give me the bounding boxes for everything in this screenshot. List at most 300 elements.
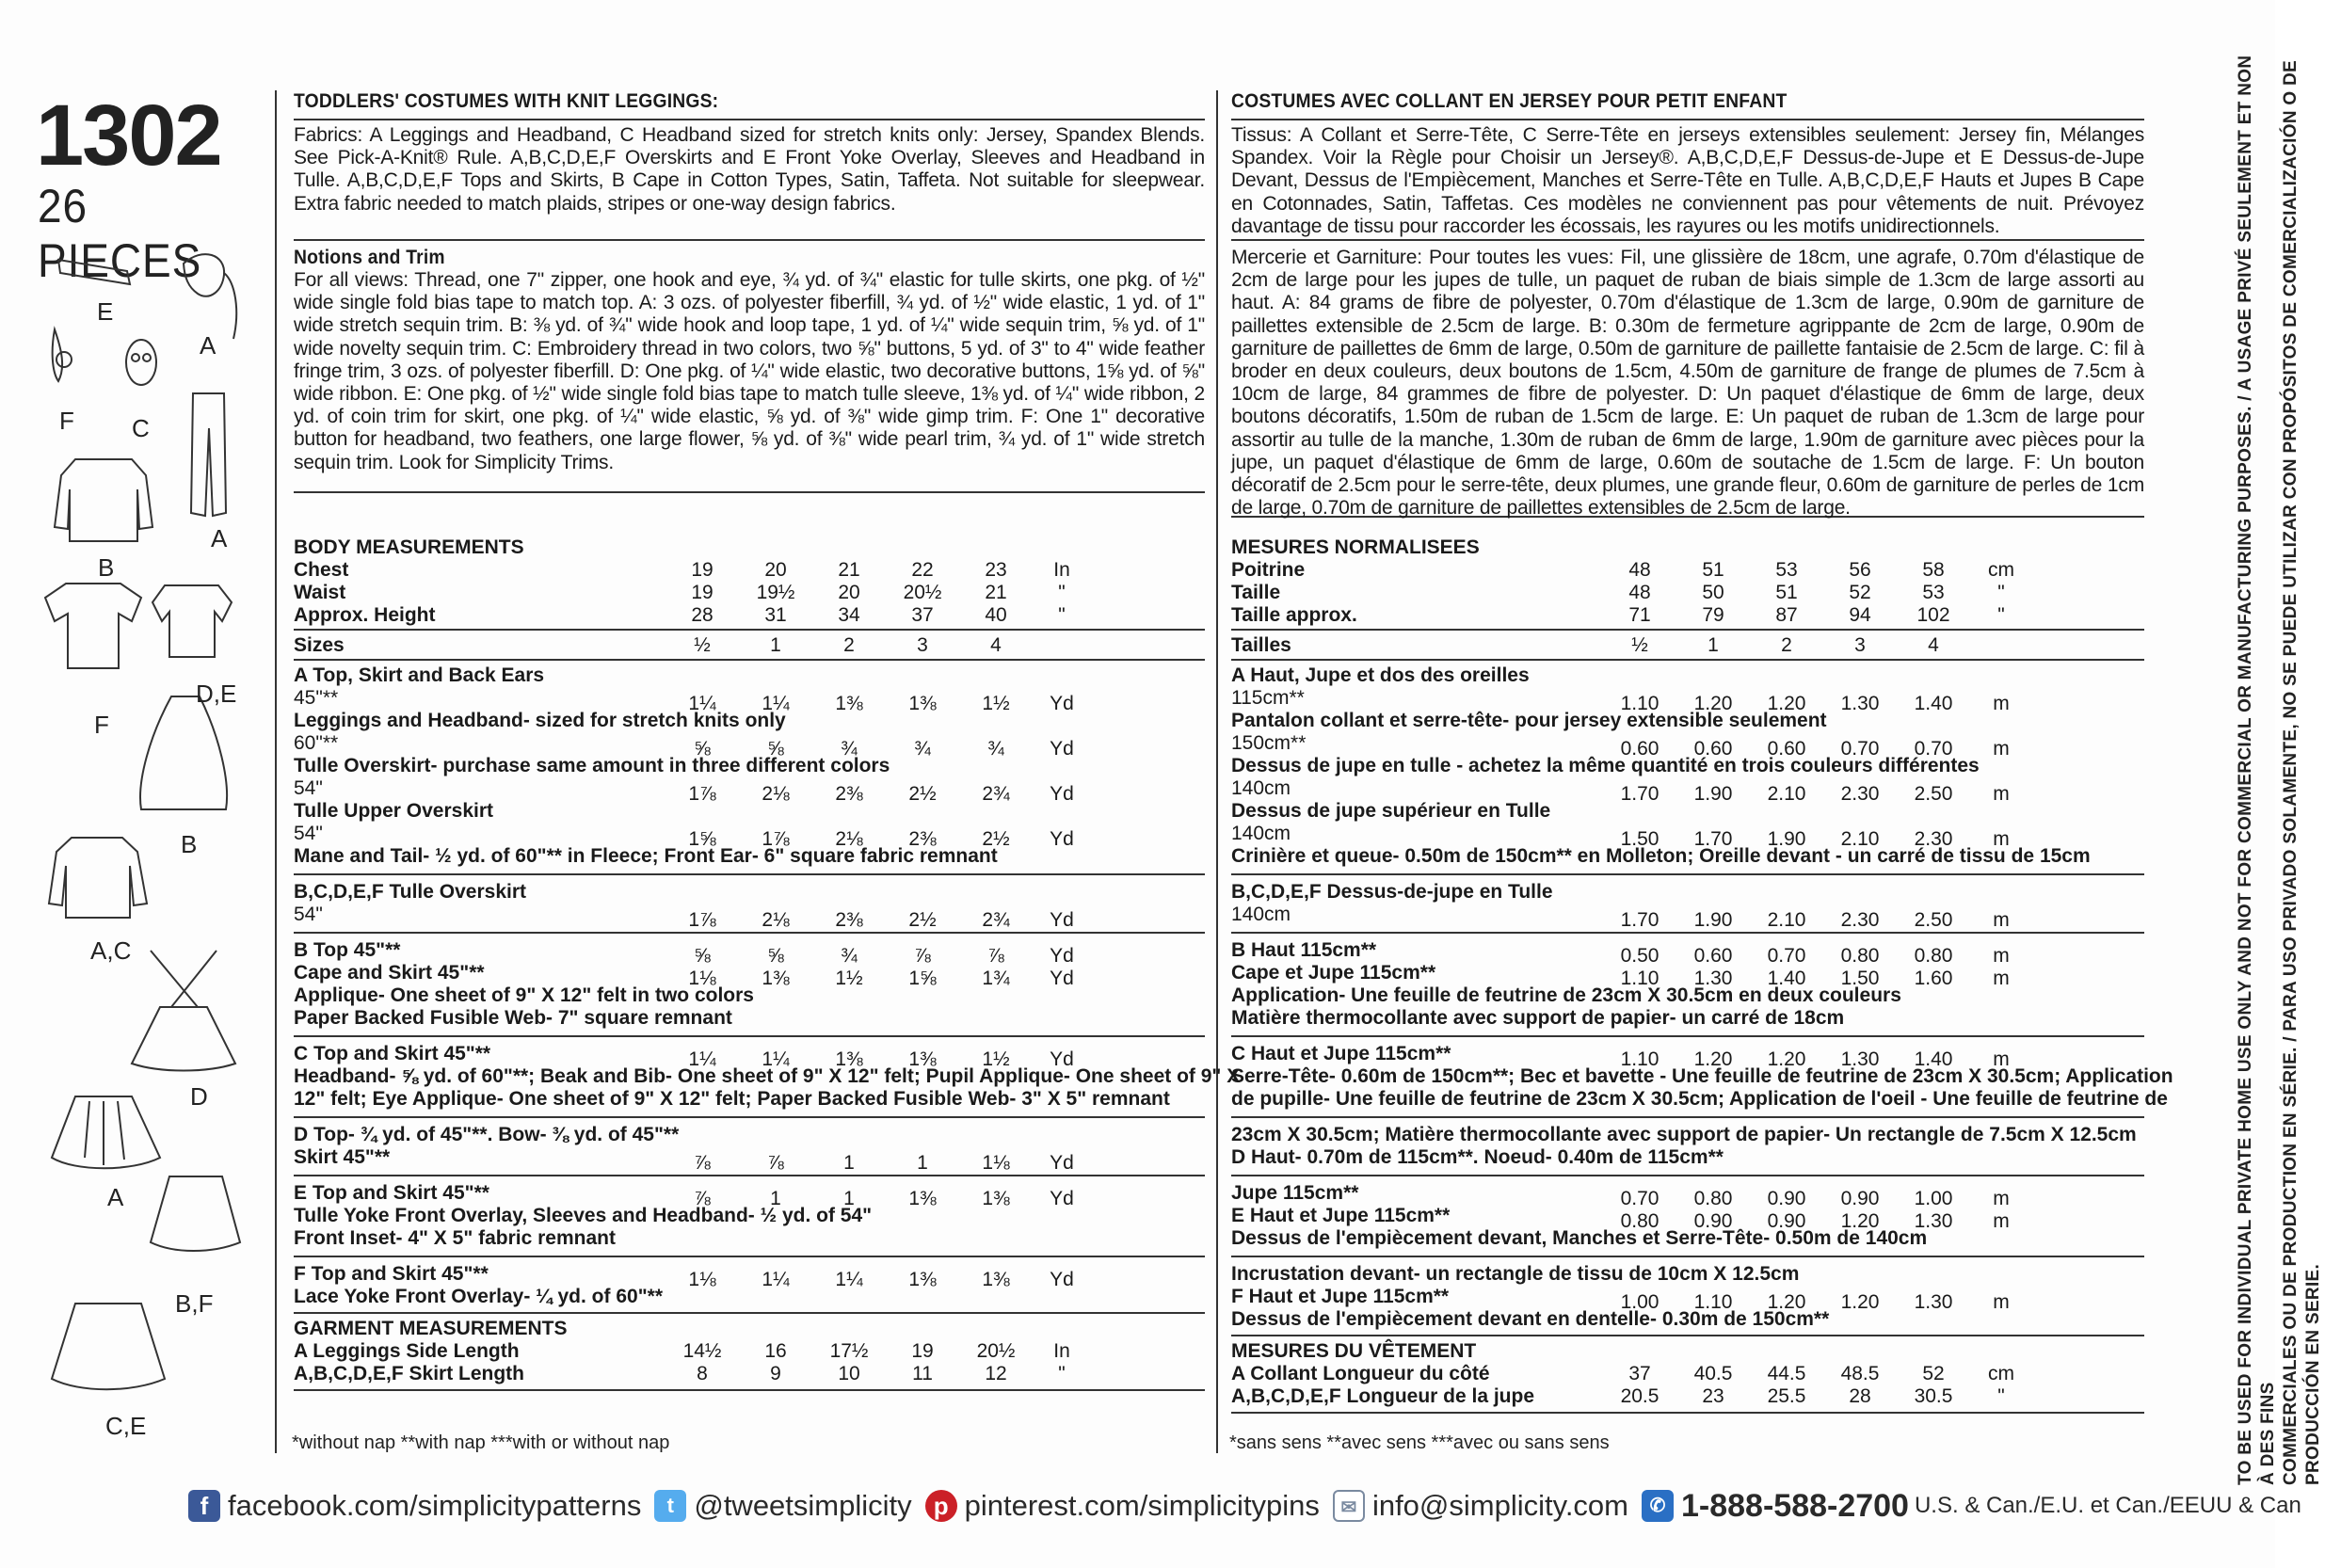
- measurement-value: 19: [691, 559, 714, 581]
- divider: [1231, 1116, 2144, 1118]
- divider: [294, 932, 1205, 934]
- measurement-value: 22: [911, 559, 934, 581]
- garment-measurement-label: A Leggings Side Length: [294, 1340, 520, 1362]
- yardage-value: ¾: [841, 945, 858, 967]
- measurement-value: 31: [764, 604, 787, 626]
- yardage-value: 1: [770, 1188, 781, 1209]
- body-measurement-label: Taille: [1231, 582, 1281, 603]
- measurement-value: 21: [838, 559, 860, 581]
- measurement-value: 40: [985, 604, 1007, 626]
- measurement-value: 17½: [829, 1340, 869, 1362]
- yardage-row-label: E Haut et Jupe 115cm**: [1231, 1205, 1451, 1226]
- yardage-value: 1.70: [1693, 828, 1733, 850]
- yardage-value: 1.30: [1840, 693, 1880, 714]
- unit-label: Yd: [1050, 968, 1074, 989]
- yardage-value: 0.90: [1693, 1210, 1733, 1232]
- english-column: [294, 90, 1205, 493]
- yardage-value: 2½: [908, 909, 937, 931]
- measurement-value: 56: [1849, 559, 1871, 581]
- unit-label: ": [1997, 1385, 2005, 1407]
- yardage-value: 0.70: [1767, 945, 1806, 967]
- yardage-value: 1¾: [982, 968, 1010, 989]
- garment-measurements-title: MESURES DU VÊTEMENT: [1231, 1340, 1477, 1362]
- english-notions: For all views: Thread, one 7" zipper, one hook and eye, ¾ yd. of ¾" elastic for tulle skirts, one pkg. of ½" wide single fold bias tape to match top. A: 3 ozs. of polyester fiberfill, ¾ yd. of ½" wide elastic, 1 yd. of 1" wide stretch sequin trim. B: ⅜ yd. of ¾" wide hook and loop tape, 1 yd. of ¼" wide sequin trim, ⅝ yd. of 1" wide novelty sequin trim. C: Embroidery thread in two colors, two ⅝" buttons, 5 yd. of 3" to 4" wide feather fringe trim, 3 ozs. of polyester fiberfill. D: One pkg. of ¼" wide elastic, two decorative buttons, 1⅝ yd. of ⅝" wide ribbon. E: One pkg. of ½" wide single fold bias tape to match tulle sleeve, 1⅜ yd. of ¼" wide ribbon, 2 yd. of coin trim for skirt, one pkg. of ¼" wide elastic, ⅝ yd. of ⅜" wide gimp trim. F: One 1" decorative button for headband, two feathers, one large flower, ⅝ yd. of ⅜" wide pearl trim, ¾ yd. of 1" wide stretch sequin trim. Look for Simplicity Trims.: [294, 269, 1205, 473]
- unit-label: ": [1997, 604, 2005, 626]
- yardage-row-label: 23cm X 30.5cm; Matière thermocollante avec support de papier- Un rectangle de 7.5cm X 12.5cm: [1231, 1124, 2137, 1145]
- measurement-value: 28: [691, 604, 714, 626]
- pattern-thumbnails-column: [0, 0, 273, 1468]
- measurement-value: 52: [1922, 1363, 1945, 1384]
- yardage-value: 1⅞: [762, 828, 790, 850]
- yardage-value: 1.10: [1620, 693, 1660, 714]
- sizes-label: Sizes: [294, 634, 345, 656]
- thumb-label-ac: A,C: [90, 936, 132, 965]
- yardage-value: 1.20: [1693, 1048, 1733, 1070]
- thumb-label-c: C: [132, 414, 150, 442]
- measurement-value: 53: [1775, 559, 1798, 581]
- yardage-value: 1.10: [1620, 1048, 1660, 1070]
- yardage-row-label: E Top and Skirt 45"**: [294, 1182, 489, 1204]
- measurement-value: 30.5: [1914, 1385, 1953, 1407]
- phone-number[interactable]: 1-888-588-2700: [1681, 1487, 1909, 1524]
- yardage-value: 1½: [982, 693, 1010, 714]
- divider: [1231, 873, 2144, 875]
- pinterest-icon: p: [925, 1490, 957, 1522]
- yardage-value: ¾: [841, 738, 858, 760]
- yardage-value: 1.10: [1693, 1291, 1733, 1313]
- unit-label: m: [1993, 1210, 2010, 1232]
- yardage-row-label: Applique- One sheet of 9" X 12" felt in two colors: [294, 984, 754, 1006]
- unit-label: m: [1993, 968, 2010, 989]
- thumb-label-a: A: [200, 331, 216, 360]
- size-value: 4: [990, 634, 1002, 656]
- measurement-value: 11: [912, 1363, 933, 1384]
- yardage-value: 0.90: [1840, 1188, 1880, 1209]
- divider: [1231, 1335, 2144, 1336]
- thumb-label-bf: B,F: [175, 1289, 214, 1318]
- yardage-value: 1.90: [1693, 783, 1733, 805]
- yardage-value: 1.60: [1914, 968, 1953, 989]
- body-measurement-label: Waist: [294, 582, 346, 603]
- yardage-row-label: C Top and Skirt 45"**: [294, 1043, 491, 1064]
- yardage-row-label: Tulle Upper Overskirt: [294, 800, 494, 822]
- yardage-value: 2⅜: [908, 828, 937, 850]
- measurement-value: 53: [1922, 582, 1945, 603]
- yardage-value: 1.20: [1693, 693, 1733, 714]
- french-yardage-table: [1231, 536, 2173, 1459]
- measurement-value: 37: [1628, 1363, 1651, 1384]
- yardage-row-label: Headband- ⅝ yd. of 60"**; Beak and Bib- One sheet of 9" X 12" felt; Pupil Applique- One sheet of 9" X: [294, 1065, 1241, 1087]
- email-link[interactable]: info@simplicity.com: [1371, 1489, 1628, 1522]
- measurement-value: 51: [1702, 559, 1724, 581]
- facebook-link[interactable]: facebook.com/simplicitypatterns: [228, 1489, 642, 1522]
- divider: [1231, 932, 2144, 934]
- size-value: 3: [1854, 634, 1866, 656]
- facebook-icon: f: [188, 1490, 220, 1522]
- yardage-value: 0.60: [1767, 738, 1806, 760]
- yardage-value: 1¼: [835, 1269, 863, 1290]
- measurement-value: 102: [1916, 604, 1950, 626]
- disclaimer-line-1: TO BE USED FOR INDIVIDUAL PRIVATE HOME USE ONLY AND NOT FOR COMMERCIAL OR MANUFACTURING PURPOSES. / A USAGE PRIVÉ SEULEMENT ET NON À DES FINS: [2236, 55, 2278, 1485]
- french-footnote: *sans sens **avec sens ***avec ou sans sens: [1229, 1432, 1610, 1453]
- measurement-value: 8: [697, 1363, 708, 1384]
- size-value: 1: [770, 634, 781, 656]
- english-footnote: *without nap **with nap ***with or without nap: [292, 1432, 670, 1453]
- yardage-row-label: Pantalon collant et serre-tête- pour jersey extensible seulement: [1231, 710, 1827, 731]
- divider: [294, 1116, 1205, 1118]
- measurement-value: 20½: [976, 1340, 1016, 1362]
- yardage-value: 0.60: [1693, 945, 1733, 967]
- french-column: [1231, 90, 2144, 518]
- yardage-value: 1½: [982, 1048, 1010, 1070]
- body-measurement-label: Approx. Height: [294, 604, 436, 626]
- yardage-row-label: 140cm: [1231, 777, 1291, 799]
- french-title: COSTUMES AVEC COLLANT EN JERSEY POUR PETIT ENFANT: [1231, 90, 1788, 112]
- yardage-value: 2½: [982, 828, 1010, 850]
- measurement-value: 14½: [682, 1340, 722, 1362]
- yardage-value: 1.40: [1767, 968, 1806, 989]
- yardage-row-label: Mane and Tail- ½ yd. of 60"** in Fleece; Front Ear- 6" square fabric remnant: [294, 845, 998, 867]
- yardage-value: 1.20: [1767, 693, 1806, 714]
- yardage-value: 2.50: [1914, 909, 1953, 931]
- yardage-value: 1¼: [688, 693, 716, 714]
- yardage-value: 1: [917, 1152, 928, 1174]
- yardage-value: 2.30: [1840, 909, 1880, 931]
- yardage-value: 1⅜: [762, 968, 790, 989]
- yardage-row-label: Front Inset- 4" X 5" fabric remnant: [294, 1227, 616, 1249]
- unit-label: Yd: [1050, 1152, 1074, 1174]
- yardage-value: 2½: [908, 783, 937, 805]
- yardage-value: 1: [843, 1152, 855, 1174]
- measurement-value: 71: [1628, 604, 1651, 626]
- thumb-label-a2: A: [211, 524, 228, 552]
- yardage-value: 2.30: [1914, 828, 1953, 850]
- size-value: 2: [843, 634, 855, 656]
- body-measurement-label: Poitrine: [1231, 559, 1306, 581]
- yardage-row-label: Leggings and Headband- sized for stretch knits only: [294, 710, 786, 731]
- yardage-value: 2¾: [982, 783, 1010, 805]
- yardage-value: 1⅜: [908, 693, 937, 714]
- yardage-row-label: Skirt 45"**: [294, 1146, 391, 1168]
- headband-e-drawing: [58, 260, 130, 284]
- unit-label: ": [1058, 604, 1066, 626]
- unit-label: ": [1058, 582, 1066, 603]
- divider: [1231, 239, 2144, 241]
- yardage-value: 1.70: [1620, 783, 1660, 805]
- yardage-row-label: 140cm: [1231, 904, 1291, 925]
- divider: [294, 1035, 1205, 1037]
- unit-label: Yd: [1050, 909, 1074, 931]
- unit-label: cm: [1988, 1363, 2014, 1384]
- body-measurements-title: BODY MEASUREMENTS: [294, 536, 524, 558]
- yardage-value: 2⅛: [762, 909, 790, 931]
- yardage-value: 2⅜: [835, 909, 863, 931]
- unit-label: m: [1993, 945, 2010, 967]
- body-measurement-label: Chest: [294, 559, 349, 581]
- measurement-value: 44.5: [1767, 1363, 1806, 1384]
- center-rule: [1216, 90, 1218, 1453]
- yardage-row-label: 140cm: [1231, 823, 1291, 844]
- usage-disclaimer: [2235, 55, 2325, 1485]
- yardage-value: ¾: [914, 738, 931, 760]
- body-measurement-label: Taille approx.: [1231, 604, 1357, 626]
- yardage-row-label: B Top 45"**: [294, 939, 401, 961]
- yardage-value: 1⅞: [688, 783, 716, 805]
- measurement-value: 87: [1775, 604, 1798, 626]
- unit-label: In: [1053, 559, 1070, 581]
- measurement-value: 51: [1775, 582, 1798, 603]
- measurement-value: 37: [911, 604, 934, 626]
- yardage-value: 1⅛: [688, 968, 716, 989]
- yardage-row-label: D Haut- 0.70m de 115cm**. Noeud- 0.40m de 115cm**: [1231, 1146, 1724, 1168]
- yardage-row-label: D Top- ¾ yd. of 45"**. Bow- ⅜ yd. of 45"**: [294, 1124, 680, 1145]
- yardage-value: 1.30: [1914, 1291, 1953, 1313]
- measurement-value: 50: [1702, 582, 1724, 603]
- yardage-value: 0.80: [1840, 945, 1880, 967]
- yardage-value: 1⅛: [982, 1152, 1010, 1174]
- measurement-value: 52: [1849, 582, 1871, 603]
- yardage-value: ⅝: [767, 738, 784, 760]
- yardage-value: 1.90: [1767, 828, 1806, 850]
- unit-label: m: [1993, 1188, 2010, 1209]
- measurement-value: 19: [911, 1340, 934, 1362]
- size-value: 1: [1708, 634, 1719, 656]
- divider: [1231, 629, 2144, 631]
- yardage-value: 0.80: [1693, 1188, 1733, 1209]
- measurement-value: 79: [1702, 604, 1724, 626]
- size-value: 2: [1781, 634, 1792, 656]
- yardage-value: 1⅞: [688, 909, 716, 931]
- yardage-row-label: Matière thermocollante avec support de papier- un carré de 18cm: [1231, 1007, 1845, 1029]
- unit-label: m: [1993, 738, 2010, 760]
- yardage-value: 0.80: [1620, 1210, 1660, 1232]
- yardage-row-label: 45"**: [294, 687, 339, 709]
- yardage-value: 1.10: [1620, 968, 1660, 989]
- yardage-value: 1.00: [1620, 1291, 1660, 1313]
- measurement-value: 20: [764, 559, 787, 581]
- english-notions-title: Notions and Trim: [294, 247, 445, 268]
- pattern-number: 1302: [36, 88, 221, 184]
- contact-bar: [188, 1481, 2315, 1530]
- yardage-value: 1.70: [1620, 909, 1660, 931]
- divider: [294, 659, 1205, 661]
- yardage-value: 1⅜: [908, 1048, 937, 1070]
- unit-label: m: [1993, 693, 2010, 714]
- thumb-label-a3: A: [107, 1183, 124, 1211]
- divider: [1231, 1175, 2144, 1176]
- english-yardage-table: [294, 536, 1241, 1459]
- english-fabrics: Fabrics: A Leggings and Headband, C Headband sized for stretch knits only: Jersey, Spandex Blends. See Pick-A-Knit® Rule. A,B,C,D,E,F Overskirts and E Front Yoke Overlay, Sleeves and Headband in Tulle. A,B,C,D,E,F Tops and Skirts, B Cape in Cotton Types, Satin, Taffeta. Not suitable for sleepwear. Extra fabric needed to match plaids, stripes or one-way design fabrics.: [294, 124, 1205, 215]
- yardage-value: 1.30: [1693, 968, 1733, 989]
- yardage-row-label: Crinière et queue- 0.50m de 150cm** en Molleton; Oreille devant - un carré de tissu de 15cm: [1231, 845, 2091, 867]
- yardage-row-label: Cape et Jupe 115cm**: [1231, 962, 1436, 984]
- yardage-value: 0.60: [1620, 738, 1660, 760]
- garment-measurements-title: GARMENT MEASUREMENTS: [294, 1318, 568, 1339]
- email-icon: ✉: [1333, 1490, 1365, 1522]
- body-measurements-title: MESURES NORMALISEES: [1231, 536, 1480, 558]
- yardage-value: 1⅝: [908, 968, 937, 989]
- yardage-row-label: Dessus de jupe en tulle - achetez la même quantité en trois couleurs différentes: [1231, 755, 1980, 776]
- yardage-value: ⅞: [914, 945, 931, 967]
- yardage-value: 0.60: [1693, 738, 1733, 760]
- thumb-label-b2: B: [181, 830, 198, 858]
- size-value: ½: [694, 634, 711, 656]
- yardage-value: 1⅜: [835, 693, 863, 714]
- yardage-value: 1.30: [1914, 1210, 1953, 1232]
- measurement-value: 19: [691, 582, 714, 603]
- yardage-value: 2⅜: [835, 783, 863, 805]
- thumb-label-f: F: [59, 407, 74, 435]
- yardage-value: 2.10: [1767, 909, 1806, 931]
- left-rule: [275, 90, 277, 1453]
- unit-label: Yd: [1050, 945, 1074, 967]
- yardage-value: 0.70: [1840, 738, 1880, 760]
- measurement-value: 48: [1628, 582, 1651, 603]
- yardage-row-label: de pupille- Une feuille de feutrine de 23cm X 30.5cm; Application de l'oeil - Une feuille de feutrine de: [1231, 1088, 2168, 1110]
- yardage-value: ⅝: [767, 945, 784, 967]
- garment-measurement-label: A,B,C,D,E,F Skirt Length: [294, 1363, 525, 1384]
- measurement-value: 21: [985, 582, 1007, 603]
- yardage-row-label: Tulle Yoke Front Overlay, Sleeves and Headband- ½ yd. of 54": [294, 1205, 873, 1226]
- yardage-value: 1⅜: [982, 1188, 1010, 1209]
- measurement-value: 20.5: [1620, 1385, 1660, 1407]
- measurement-value: 10: [838, 1363, 860, 1384]
- yardage-row-label: Lace Yoke Front Overlay- ¼ yd. of 60"**: [294, 1286, 663, 1307]
- unit-label: ": [1058, 1363, 1066, 1384]
- french-fabrics: Tissus: A Collant et Serre-Tête, C Serre-Tête en jerseys extensibles seulement: Jersey fin, Mélanges Spandex. Voir la Règle pour Choisir un Jersey®. A,B,C,D,E,F Dessus-de-Jupe et E Dessus-de-Jupe Devant, Dessus de l'Empiècement, Manches et Serre-Tête en Tulle. A,B,C,D,E,F Hauts et Jupes B Cape en Cotonnades, Satin, Taffetas. Ces modèles ne conviennent pas pour vêtements de nuit. Prévoyez davantage de tissu pour raccorder les écossais, les rayures ou les motifs unidirectionnels.: [1231, 124, 2144, 237]
- unit-label: m: [1993, 909, 2010, 931]
- size-value: ½: [1631, 634, 1648, 656]
- yardage-row-label: A Top, Skirt and Back Ears: [294, 664, 545, 686]
- yardage-row-label: Cape and Skirt 45"**: [294, 962, 485, 984]
- yardage-value: 1.20: [1767, 1291, 1806, 1313]
- thumb-label-f2: F: [94, 711, 109, 739]
- divider: [294, 1389, 1205, 1391]
- yardage-value: 2.30: [1840, 783, 1880, 805]
- yardage-value: 1.30: [1840, 1048, 1880, 1070]
- divider: [294, 1256, 1205, 1257]
- yardage-value: 1¼: [762, 1269, 790, 1290]
- measurement-value: 25.5: [1767, 1385, 1806, 1407]
- yardage-value: 1.00: [1914, 1188, 1953, 1209]
- unit-label: Yd: [1050, 1048, 1074, 1070]
- yardage-value: 0.50: [1620, 945, 1660, 967]
- unit-label: Yd: [1050, 1269, 1074, 1290]
- unit-label: Yd: [1050, 1188, 1074, 1209]
- yardage-value: 2.50: [1914, 783, 1953, 805]
- yardage-row-label: Jupe 115cm**: [1231, 1182, 1359, 1204]
- unit-label: Yd: [1050, 828, 1074, 850]
- thumb-label-b: B: [98, 553, 115, 582]
- thumb-label-d: D: [190, 1082, 208, 1111]
- measurement-value: 40.5: [1693, 1363, 1733, 1384]
- yardage-value: 1.50: [1840, 968, 1880, 989]
- unit-label: cm: [1988, 559, 2014, 581]
- yardage-value: 1½: [835, 968, 863, 989]
- yardage-row-label: 54": [294, 904, 323, 925]
- yardage-value: 1.20: [1840, 1291, 1880, 1313]
- yardage-value: 0.70: [1620, 1188, 1660, 1209]
- sizes-label: Tailles: [1231, 634, 1291, 656]
- yardage-row-label: F Top and Skirt 45"**: [294, 1263, 489, 1285]
- yardage-value: 1⅜: [835, 1048, 863, 1070]
- measurement-value: 23: [985, 559, 1007, 581]
- yardage-row-label: B,C,D,E,F Tulle Overskirt: [294, 881, 527, 903]
- yardage-value: 1⅝: [688, 828, 716, 850]
- yardage-value: 0.80: [1914, 945, 1953, 967]
- french-notions: Mercerie et Garniture: Pour toutes les vues: Fil, une glissière de 18cm, une agrafe, 0.70m d'élastique de 2cm de large pour les jupes de tulle, un paquet de ruban de biais simple de 1.3cm de large assorti au haut. A: 84 grams de fibre de polyester, 0.70m d'élastique de 1.3cm de large, 0.90m de garniture de paillettes extensible de 2.5cm de large. B: 0.30m de fermeture agrippante de 2cm de large, 0.90m de garniture de paillettes de 6mm de large, 0.50m de garniture de paillette fantaisie de 2.5cm de large. C: fil à broder en deux couleurs, deux boutons de 1.5cm, 4.50m de garniture de frange de plumes de 7.5cm à 10cm de large, 84 grammes de fibre de polyester. D: Un paquet d'élastique de 6mm de large, deux boutons décoratifs, 1.50m de ruban de 1.5cm de large. E: Un paquet de ruban de 1.3cm de large pour assortir au tulle de la manche, 1.30m de ruban de 6mm de large, 1.90m de garniture avec pièces pour la jupe, un paquet d'élastique de 6mm de large, 0.60m de soutache de 1.5cm de large. F: Un bouton décoratif de 2.5cm pour le serre-tête, deux plumes, une grande fleur, 0.60m de garniture de perles de 1cm de large, 0.70m de garniture de paillettes extensibles de 2.5cm de large.: [1231, 247, 2144, 520]
- yardage-value: 1.40: [1914, 1048, 1953, 1070]
- yardage-row-label: B,C,D,E,F Dessus-de-jupe en Tulle: [1231, 881, 1553, 903]
- yardage-row-label: Serre-Tête- 0.60m de 150cm**; Bec et bavette - Une feuille de feutrine de 23cm X 30.5cm; Application: [1231, 1065, 2173, 1087]
- yardage-row-label: Paper Backed Fusible Web- 7" square remnant: [294, 1007, 732, 1029]
- yardage-row-label: 54": [294, 777, 323, 799]
- size-value: 4: [1928, 634, 1939, 656]
- measurement-value: 34: [838, 604, 860, 626]
- measurement-value: 20½: [903, 582, 942, 603]
- yardage-row-label: Dessus de jupe supérieur en Tulle: [1231, 800, 1551, 822]
- size-value: 3: [917, 634, 928, 656]
- garment-measurement-label: A Collant Longueur du côté: [1231, 1363, 1490, 1384]
- yardage-value: 1¼: [762, 693, 790, 714]
- divider: [1231, 1412, 2144, 1414]
- yardage-value: 1⅜: [908, 1188, 937, 1209]
- divider: [1231, 119, 2144, 120]
- unit-label: ": [1997, 582, 2005, 603]
- measurement-value: 19½: [756, 582, 795, 603]
- yardage-row-label: Dessus de l'empiècement devant, Manches et Serre-Tête- 0.50m de 140cm: [1231, 1227, 1928, 1249]
- yardage-row-label: 12" felt; Eye Applique- One sheet of 9" X 12" felt; Paper Backed Fusible Web- 3" X 5" remnant: [294, 1088, 1170, 1110]
- divider: [1231, 1035, 2144, 1037]
- divider: [294, 629, 1205, 631]
- yardage-value: 1.20: [1840, 1210, 1880, 1232]
- divider: [294, 873, 1205, 875]
- measurement-value: 58: [1922, 559, 1945, 581]
- twitter-link[interactable]: @tweetsimplicity: [694, 1489, 912, 1522]
- unit-label: m: [1993, 1291, 2010, 1313]
- pieces-count: 26 PIECES: [38, 180, 202, 287]
- unit-label: In: [1053, 1340, 1070, 1362]
- yardage-value: 1.50: [1620, 828, 1660, 850]
- yardage-row-label: B Haut 115cm**: [1231, 939, 1377, 961]
- yardage-row-label: F Haut et Jupe 115cm**: [1231, 1286, 1450, 1307]
- yardage-value: 1¼: [688, 1048, 716, 1070]
- yardage-row-label: A Haut, Jupe et dos des oreilles: [1231, 664, 1530, 686]
- pinterest-link[interactable]: pinterest.com/simplicitypins: [964, 1489, 1320, 1522]
- yardage-row-label: Application- Une feuille de feutrine de 23cm X 30.5cm en deux couleurs: [1231, 984, 1901, 1006]
- line-drawings: [0, 0, 273, 1468]
- divider: [294, 491, 1205, 493]
- english-title: TODDLERS' COSTUMES WITH KNIT LEGGINGS:: [294, 90, 719, 112]
- unit-label: m: [1993, 783, 2010, 805]
- yardage-value: 2⅛: [835, 828, 863, 850]
- thumb-label-de: D,E: [196, 680, 237, 708]
- unit-label: Yd: [1050, 783, 1074, 805]
- yardage-value: 1.20: [1767, 1048, 1806, 1070]
- yardage-value: 1⅛: [688, 1269, 716, 1290]
- yardage-value: ⅞: [767, 1152, 784, 1174]
- thumb-label-ce: C,E: [105, 1412, 147, 1440]
- measurement-value: 16: [764, 1340, 787, 1362]
- unit-label: m: [1993, 828, 2010, 850]
- yardage-row-label: Dessus de l'empiècement devant en dentelle- 0.30m de 150cm**: [1231, 1308, 1830, 1330]
- yardage-value: 1.90: [1693, 909, 1733, 931]
- yardage-value: ¾: [987, 738, 1004, 760]
- divider: [294, 239, 1205, 241]
- measurement-value: 48.5: [1840, 1363, 1880, 1384]
- yardage-row-label: Tulle Overskirt- purchase same amount in three different colors: [294, 755, 890, 776]
- yardage-row-label: C Haut et Jupe 115cm**: [1231, 1043, 1451, 1064]
